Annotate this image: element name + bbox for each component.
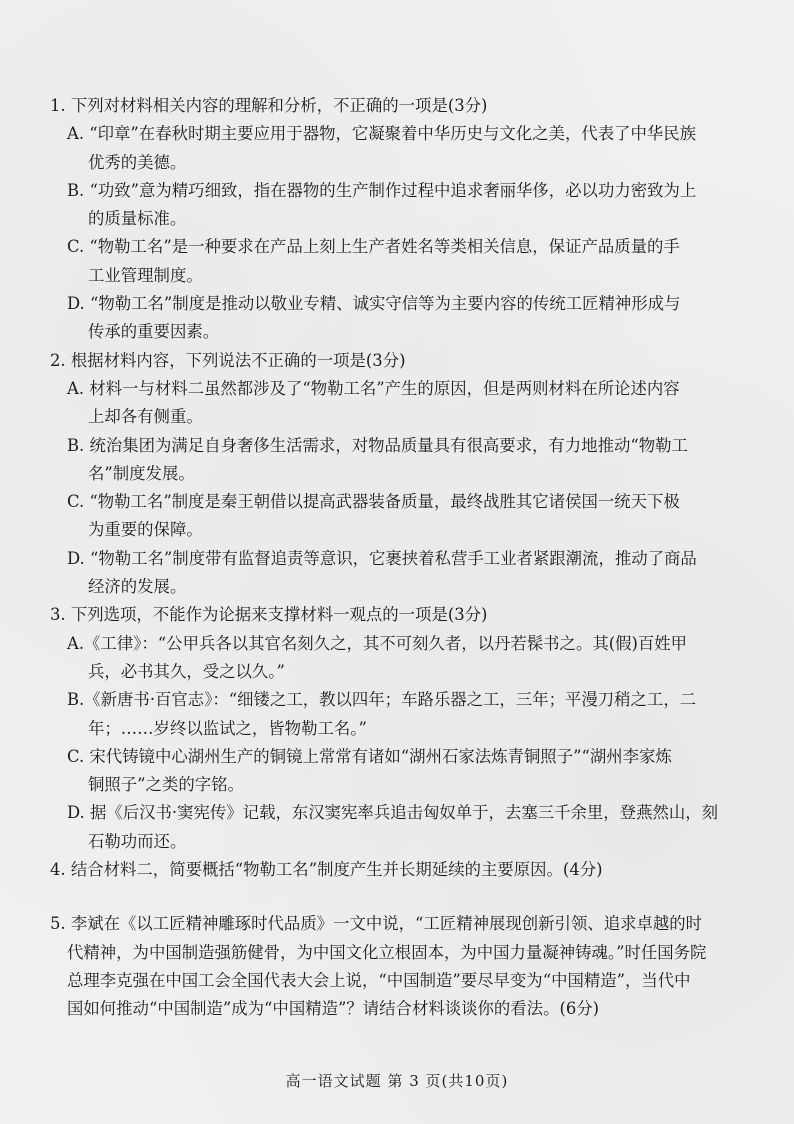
q2-option-a: A. 材料一与材料二虽然都涉及了“物勒工名”产生的原因，但是两则材料在所论述内容: [67, 378, 680, 398]
q1-option-d-cont: 传承的重要因素。: [88, 322, 220, 342]
q2-option-b-cont: 名”制度发展。: [88, 463, 195, 483]
q2-option-c-cont: 为重要的保障。: [88, 520, 203, 540]
q1-option-b-cont: 的质量标准。: [88, 209, 187, 229]
question-list: [50, 92, 762, 1024]
question-1-stem: 1. 下列对材料相关内容的理解和分析，不正确的一项是(3分): [50, 96, 488, 115]
q2-option-c: C. “物勒工名”制度是秦王朝借以提高武器装备质量，最终战胜其它诸侯国一统天下极: [67, 492, 680, 512]
q3-option-d: D. 据《后汉书·窦宪传》记载，东汉窦宪率兵追击匈奴单于，去塞三千余里，登燕然山，刻: [67, 803, 719, 823]
q3-option-a-cont: 兵，必书其久，受之以久。”: [88, 661, 285, 681]
q5-stem-cont-1: 代精神，为中国制造强筋健骨，为中国文化立根固本，为中国力量凝神铸魂。”时任国务院: [67, 942, 707, 962]
q3-option-b: B.《新唐书·百官志》：“细镂之工，教以四年；车路乐器之工，三年；平漫刀稍之工，二: [67, 690, 697, 710]
answer-space: [50, 884, 762, 910]
page-footer: 高一语文试题 第 3 页(共10页): [285, 1072, 509, 1090]
q5-stem-cont-3: 国如何推动“中国制造”成为“中国精造”？请结合材料谈谈你的看法。(6分): [67, 999, 600, 1019]
question-2-stem: 2. 根据材料内容，下列说法不正确的一项是(3分): [50, 350, 406, 370]
q2-option-b: B. 统治集团为满足自身奢侈生活需求，对物品质量具有很高要求，有力地推动“物勒工: [67, 435, 688, 455]
q2-option-d: D. “物勒工名”制度带有监督追责等意识，它裹挟着私营手工业者紧跟潮流，推动了商品: [67, 548, 697, 568]
q1-option-a: A. “印章”在春秋时期主要应用于器物，它凝聚着中华历史与文化之美，代表了中华民族: [67, 124, 697, 144]
q1-option-b: B. “功致”意为精巧细致，指在器物的生产制作过程中追求奢丽华侈，必以功力密致为上: [67, 180, 697, 200]
q1-option-c: C. “物勒工名”是一种要求在产品上刻上生产者姓名等类相关信息，保证产品质量的手: [67, 237, 680, 257]
q1-option-a-cont: 优秀的美德。: [88, 152, 187, 172]
question-5-stem: 5. 李斌在《以工匠精神雕琢时代品质》一文中说，“工匠精神展现创新引领、追求卓越的时: [50, 914, 703, 934]
q3-option-a: A.《工律》：“公甲兵各以其官名刻久之，其不可刻久者，以丹若髹书之。其(假)百姓甲: [67, 633, 688, 653]
q3-option-b-cont: 年；……岁终以监试之，皆物勒工名。”: [88, 718, 367, 738]
question-4-stem: 4. 结合材料二，简要概括“物勒工名”制度产生并长期延续的主要原因。(4分): [50, 860, 603, 880]
question-3-stem: 3. 下列选项，不能作为论据来支撑材料一观点的一项是(3分): [50, 605, 488, 625]
q5-stem-cont-2: 总理李克强在中国工会全国代表大会上说，“中国制造”要尽早变为“中国精造”，当代中: [67, 970, 691, 990]
q3-option-c: C. 宋代铸镜中心湖州生产的铜镜上常常有诸如“湖州石家法炼青铜照子”“湖州李家炼: [67, 746, 672, 766]
q2-option-d-cont: 经济的发展。: [88, 577, 187, 597]
q3-option-c-cont: 铜照子”之类的字铭。: [88, 775, 244, 795]
q2-option-a-cont: 上却各有侧重。: [88, 407, 203, 427]
q3-option-d-cont: 石勒功而还。: [88, 831, 187, 851]
q1-option-c-cont: 工业管理制度。: [88, 265, 203, 285]
q1-option-d: D. “物勒工名”制度是推动以敬业专精、诚实守信等为主要内容的传统工匠精神形成与: [67, 294, 681, 314]
